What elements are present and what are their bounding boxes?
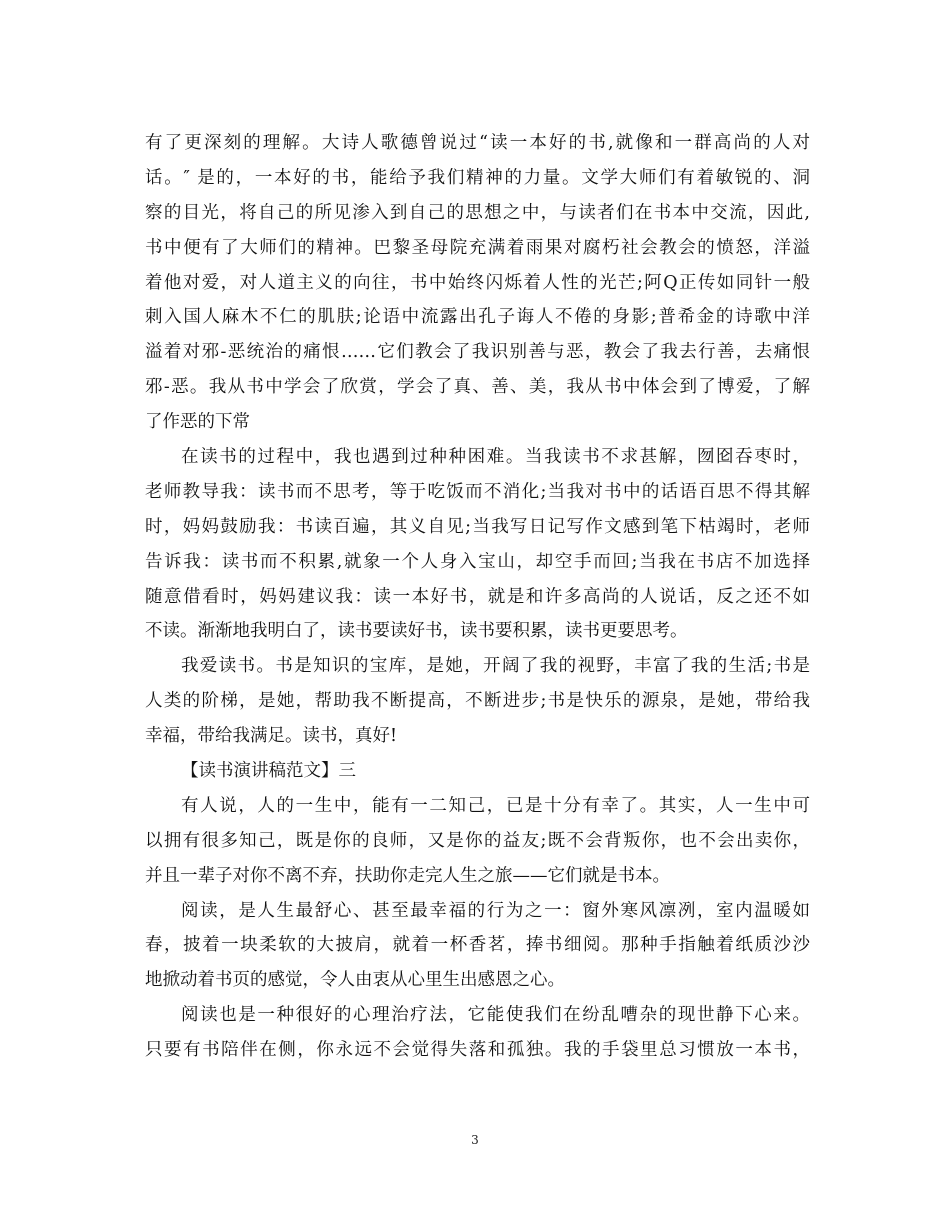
text-line: 有了更深刻的理解。大诗人歌德曾说过“读一本好的书,就像和一群高尚的人对 — [145, 133, 810, 153]
text-line: 只要有书陪伴在侧，你永远不会觉得失落和孤独。我的手袋里总习惯放一本书， — [145, 1040, 810, 1061]
text-line: 书中便有了大师们的精神。巴黎圣母院充满着雨果对腐朽社会教会的愤怒，洋溢 — [145, 237, 810, 258]
document-body — [145, 126, 810, 1068]
text-line: 话。″ 是的，一本好的书，能给予我们精神的力量。文学大师们有着敏锐的、洞 — [145, 167, 810, 188]
text-line: 察的目光，将自己的所见渗入到自己的思想之中，与读者们在书本中交流，因此, — [145, 202, 810, 223]
paragraph — [145, 440, 810, 649]
text-line: 溢着对邪-恶统治的痛恨……它们教会了我识别善与恶，教会了我去行善，去痛恨 — [145, 342, 810, 363]
paragraph — [145, 998, 810, 1068]
text-line: 阅读，是人生最舒心、甚至最幸福的行为之一：窗外寒风凛冽，室内温暖如 — [181, 900, 810, 921]
text-line: 人类的阶梯，是她，帮助我不断提高，不断进步;书是快乐的源泉，是她，带给我 — [145, 691, 810, 712]
text-line: 有人说，人的一生中，能有一二知己，已是十分有幸了。其实，人一生中可 — [181, 795, 810, 816]
paragraph — [145, 789, 810, 894]
text-line: 以拥有很多知己，既是你的良师，又是你的益友;既不会背叛你，也不会出卖你， — [145, 830, 810, 851]
text-line: 邪-恶。我从书中学会了欣赏，学会了真、善、美，我从书中体会到了博爱，了解 — [145, 377, 810, 398]
paragraph — [145, 894, 810, 999]
text-line: 了作恶的下常 — [145, 412, 250, 433]
paragraph — [145, 754, 810, 789]
text-line: 【读书演讲稿范文】三 — [181, 761, 356, 782]
text-line: 不读。渐渐地我明白了，读书要读好书，读书要积累，读书更要思考。 — [145, 621, 688, 642]
text-line: 我爱读书。书是知识的宝库，是她，开阔了我的视野，丰富了我的生活;书是 — [181, 656, 810, 677]
text-line: 并且一辈子对你不离不弃，扶助你走完人生之旅——它们就是书本。 — [145, 865, 670, 886]
text-line: 在读书的过程中，我也遇到过种种困难。当我读书不求甚解，囫囵吞枣时， — [181, 447, 810, 468]
text-line: 告诉我：读书而不积累,就象一个人身入宝山，却空手而回;当我在书店不加选择 — [145, 551, 810, 572]
text-line: 地掀动着书页的感觉，令人由衷从心里生出感恩之心。 — [145, 970, 565, 991]
text-line: 幸福，带给我满足。读书，真好! — [145, 726, 398, 747]
text-line: 阅读也是一种很好的心理治疗法，它能使我们在纷乱嘈杂的现世静下心来。 — [181, 1005, 810, 1026]
text-line: 刺入国人麻木不仁的肌肤;论语中流露出孔子诲人不倦的身影;普希金的诗歌中洋 — [145, 307, 810, 328]
text-line: 随意借看时，妈妈建议我：读一本好书，就是和许多高尚的人说话，反之还不如 — [145, 586, 810, 607]
paragraph — [145, 126, 810, 440]
text-line: 老师教导我：读书而不思考，等于吃饭而不消化;当我对书中的话语百思不得其解 — [145, 481, 810, 502]
text-line: 春，披着一块柔软的大披肩，就着一杯香茗，捧书细阅。那种手指触着纸质沙沙 — [145, 935, 810, 956]
text-line: 时，妈妈鼓励我：书读百遍，其义自见;当我写日记写作文感到笔下枯竭时，老师 — [145, 516, 810, 537]
page-number: 3 — [471, 1133, 479, 1147]
paragraph — [145, 649, 810, 754]
text-line: 着他对爱，对人道主义的向往，书中始终闪烁着人性的光芒;阿Q正传如同针一般 — [145, 272, 810, 293]
